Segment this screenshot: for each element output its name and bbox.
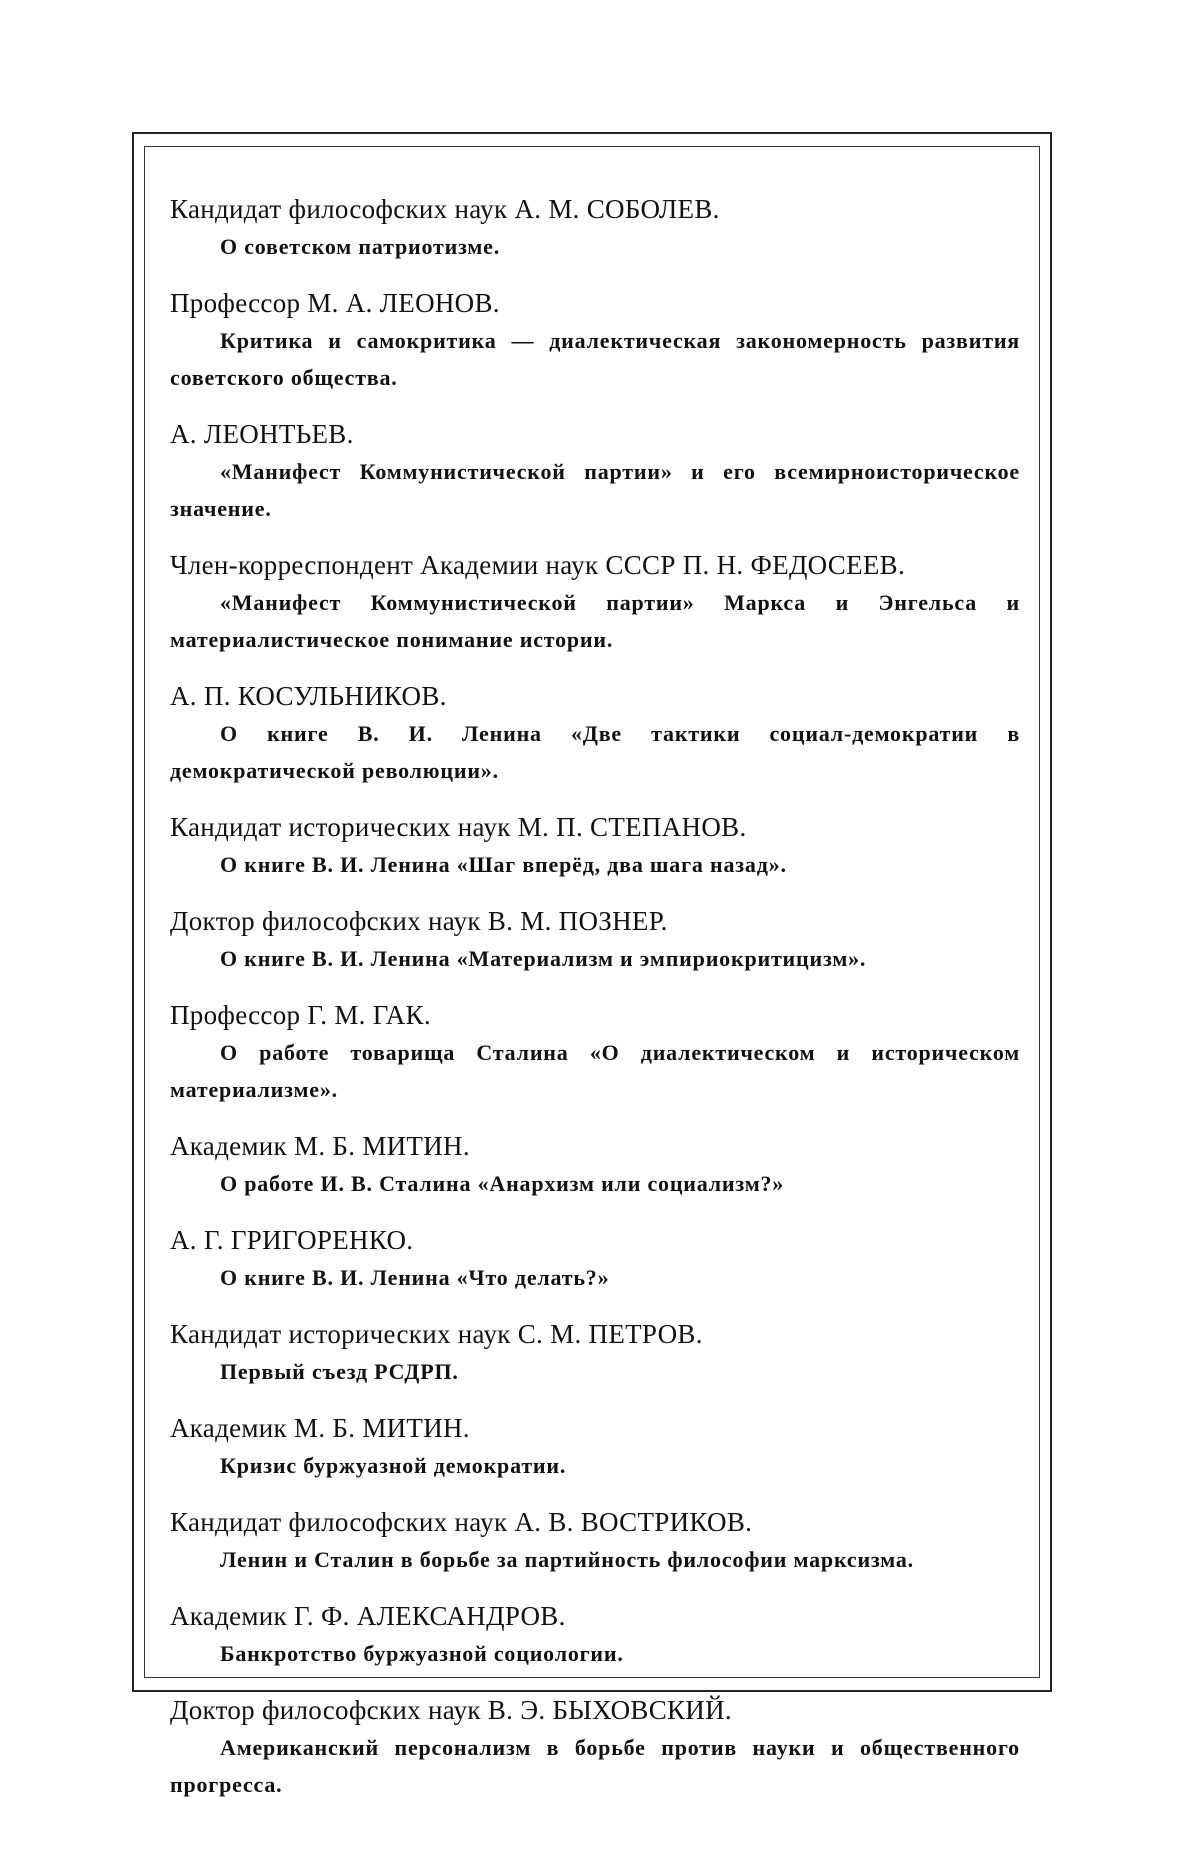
entry-author: Член-корреспондент Академии наук СССР П. Н. ФЕДОСЕЕВ. xyxy=(170,550,906,580)
entry-title: О советском патриотизме. xyxy=(220,234,501,259)
entry-author: Кандидат философских наук А. М. СОБОЛЕВ. xyxy=(170,194,720,224)
entry-title: Кризис буржуазной демократии. xyxy=(220,1453,567,1478)
entry-title: О работе товарища Сталина «О диалектическом и историческом материализме». xyxy=(170,1040,1020,1102)
entry-title: О книге В. И. Ленина «Материализм и эмпириокритицизм». xyxy=(220,946,867,971)
entry-author: А. П. КОСУЛЬНИКОВ. xyxy=(170,681,447,711)
entry-title: Первый съезд РСДРП. xyxy=(220,1359,459,1384)
entry-title: О книге В. И. Ленина «Шаг вперёд, два шага назад». xyxy=(220,852,787,877)
entry-title: О книге В. И. Ленина «Две тактики социал-демократии в демократической революции». xyxy=(170,721,1020,783)
entry-title: Банкротство буржуазной социологии. xyxy=(220,1641,624,1666)
list-item xyxy=(170,1221,1020,1296)
entry-title: «Манифест Коммунистической партии» и его всемирноисторическое значение. xyxy=(170,459,1020,521)
entry-title: О книге В. И. Ленина «Что делать?» xyxy=(220,1265,610,1290)
entry-author: А. Г. ГРИГОРЕНКО. xyxy=(170,1225,414,1255)
list-item xyxy=(170,1409,1020,1484)
list-item xyxy=(170,546,1020,658)
list-item xyxy=(170,808,1020,883)
entry-title: «Манифест Коммунистической партии» Маркса и Энгельса и материалистическое понимание истории. xyxy=(170,590,1020,652)
entry-author: Кандидат исторических наук С. М. ПЕТРОВ. xyxy=(170,1319,703,1349)
entry-title: Критика и самокритика — диалектическая закономерность развития советского общества. xyxy=(170,328,1020,390)
entry-title: О работе И. В. Сталина «Анархизм или социализм?» xyxy=(220,1171,785,1196)
publication-list xyxy=(170,190,1020,1822)
list-item xyxy=(170,415,1020,527)
entry-author: Доктор философских наук В. М. ПОЗНЕР. xyxy=(170,906,668,936)
entry-author: Кандидат исторических наук М. П. СТЕПАНОВ. xyxy=(170,812,747,842)
entry-title: Американский персонализм в борьбе против науки и общественного прогресса. xyxy=(170,1735,1020,1797)
entry-author: Кандидат философских наук А. В. ВОСТРИКОВ. xyxy=(170,1507,753,1537)
list-item xyxy=(170,1127,1020,1202)
entry-author: Профессор Г. М. ГАК. xyxy=(170,1000,431,1030)
entry-author: Академик Г. Ф. АЛЕКСАНДРОВ. xyxy=(170,1601,566,1631)
entry-author: Академик М. Б. МИТИН. xyxy=(170,1131,470,1161)
list-item xyxy=(170,1597,1020,1672)
entry-author: Академик М. Б. МИТИН. xyxy=(170,1413,470,1443)
list-item xyxy=(170,1315,1020,1390)
list-item xyxy=(170,190,1020,265)
list-item xyxy=(170,677,1020,789)
list-item xyxy=(170,1691,1020,1803)
entry-author: А. ЛЕОНТЬЕВ. xyxy=(170,419,354,449)
list-item xyxy=(170,902,1020,977)
list-item xyxy=(170,996,1020,1108)
list-item xyxy=(170,284,1020,396)
entry-author: Профессор М. А. ЛЕОНОВ. xyxy=(170,288,500,318)
entry-title: Ленин и Сталин в борьбе за партийность философии марксизма. xyxy=(220,1547,914,1572)
list-item xyxy=(170,1503,1020,1578)
entry-author: Доктор философских наук В. Э. БЫХОВСКИЙ. xyxy=(170,1695,732,1725)
